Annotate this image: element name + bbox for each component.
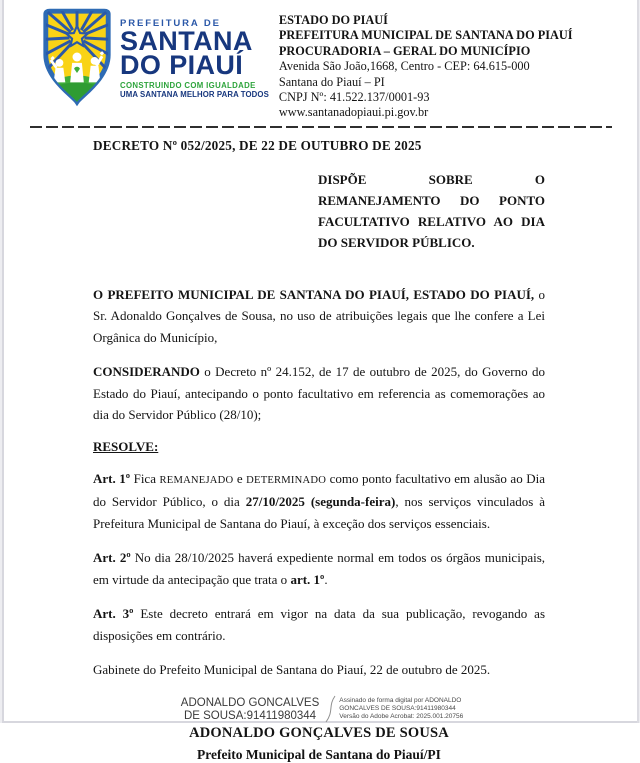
decree-body bbox=[93, 138, 545, 763]
article-1-label: Art. 1º bbox=[93, 470, 131, 486]
letterhead-municipality: PREFEITURA MUNICIPAL DE SANTANA DO PIAUÍ bbox=[278, 28, 573, 43]
decree-epigraph: DISPÕE SOBRE O REMANEJAMENTO DO PONTO FACULTATIVO RELATIVO AO DIA DO SERVIDOR PÚBLICO. bbox=[318, 171, 545, 250]
stamp-signer-name bbox=[181, 694, 319, 724]
resolve-heading: RESOLVE: bbox=[93, 438, 159, 454]
stamp-details bbox=[339, 694, 463, 722]
article-1-date-bold: 27/10/2025 (segunda-feira) bbox=[245, 494, 396, 510]
article-1-smallcaps-2: DETERMINADO bbox=[246, 474, 327, 486]
article-2-ref-bold: art. 1º bbox=[290, 571, 325, 587]
letterhead-state: ESTADO DO PIAUÍ bbox=[278, 13, 388, 27]
stamp-name-line: DE SOUSA:91411980344 bbox=[183, 710, 317, 723]
logo-santana: SANTANA bbox=[120, 26, 253, 56]
article-2-text: No dia 28/10/2025 haverá expediente normal em todos os órgãos municipais, em virtude da antecipação que trata o bbox=[93, 550, 546, 587]
considerando-bold: CONSIDERANDO bbox=[93, 364, 200, 380]
article-2-text: . bbox=[324, 571, 328, 587]
logo-prefeitura-de: PREFEITURA DE bbox=[120, 18, 221, 29]
decree-title: DECRETO Nº 052/2025, DE 22 DE OUTUBRO DE 2025 bbox=[93, 137, 422, 153]
municipal-crest-icon bbox=[38, 8, 116, 106]
stamp-detail-line: Assinado de forma digital por ADONALDO bbox=[339, 696, 462, 704]
article-1 bbox=[93, 468, 545, 535]
considerando-text: o Decreto nº 24.152, de 17 de outubro de 2025, do Governo do Estado do Piauí, antecipando o ponto facultativo em referencia as comemorações ao dia do Servidor Público (28/10); bbox=[93, 364, 545, 423]
logo-do-piaui: DO PIAUÍ bbox=[120, 50, 244, 80]
closing-line: Gabinete do Prefeito Municipal de Santana do Piauí, 22 de outubro de 2025. bbox=[93, 662, 491, 678]
article-3-label: Art. 3º bbox=[93, 606, 134, 622]
signature-flourish-icon bbox=[323, 694, 337, 724]
letterhead-address-block bbox=[279, 8, 573, 121]
article-1-text: como ponto facultativo em alusão ao Dia do Servidor Público, o dia bbox=[93, 470, 545, 510]
digital-signature-stamp bbox=[99, 694, 545, 724]
letterhead bbox=[0, 0, 640, 121]
article-1-text: , nos serviços vinculados à Prefeitura Municipal de Santana do Piauí, à exceção dos serviços essenciais. bbox=[93, 494, 545, 531]
logo-wordmark bbox=[120, 8, 269, 99]
preamble-paragraph bbox=[93, 284, 545, 349]
letterhead-website: www.santanadopiaui.pi.gov.br bbox=[278, 105, 429, 120]
preamble-text: o Sr. Adonaldo Gonçalves de Sousa, no uso de atribuições legais que lhe confere a Lei Orgânica do Município, bbox=[93, 286, 545, 345]
header-divider bbox=[30, 126, 612, 128]
stamp-detail-line: Versão do Adobe Acrobat: 2025.001.20756 bbox=[339, 713, 464, 721]
signature-block bbox=[93, 694, 545, 763]
signer-name: ADONALDO GONÇALVES DE SOUSA bbox=[189, 724, 449, 741]
article-3 bbox=[93, 603, 545, 646]
article-3-text: Este decreto entrará em vigor na data da sua publicação, revogando as disposições em contrário. bbox=[93, 606, 546, 643]
article-2 bbox=[93, 547, 545, 590]
signer-role: Prefeito Municipal de Santana do Piauí/PI bbox=[197, 746, 441, 762]
letterhead-cnpj: CNPJ Nº: 41.522.137/0001-93 bbox=[278, 90, 430, 105]
article-1-text: e bbox=[233, 470, 247, 486]
letterhead-street: Avenida São João,1668, Centro - CEP: 64.615-000 bbox=[278, 59, 530, 74]
municipal-logo bbox=[38, 8, 269, 106]
logo-tagline-2: UMA SANTANA MELHOR PARA TODOS bbox=[120, 90, 269, 99]
considerando-paragraph bbox=[93, 361, 545, 426]
stamp-name-line: ADONALDO GONCALVES bbox=[180, 696, 320, 709]
article-1-text: Fica bbox=[130, 470, 160, 486]
letterhead-city: Santana do Piauí – PI bbox=[278, 74, 385, 89]
preamble-bold: O PREFEITO MUNICIPAL DE SANTANA DO PIAUÍ, ESTADO DO PIAUÍ, bbox=[93, 286, 535, 302]
stamp-detail-line: GONCALVES DE SOUSA:91411980344 bbox=[339, 705, 456, 713]
article-1-smallcaps-1: REMANEJADO bbox=[159, 474, 234, 486]
article-2-label: Art. 2º bbox=[93, 550, 131, 566]
letterhead-department: PROCURADORIA – GERAL DO MUNICÍPIO bbox=[278, 43, 531, 58]
logo-tagline-1: CONSTRUINDO COM IGUALDADE bbox=[120, 81, 256, 90]
